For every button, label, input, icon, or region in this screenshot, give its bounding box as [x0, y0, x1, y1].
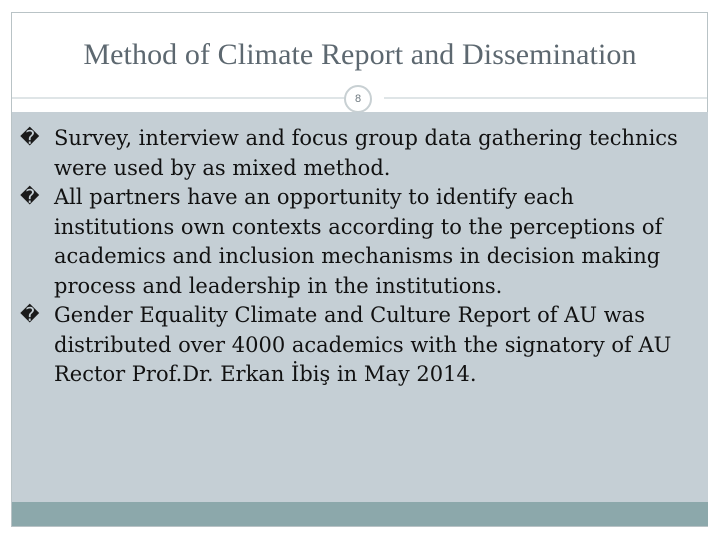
bullet-marker-icon: �: [20, 304, 40, 326]
bullet-marker-icon: �: [20, 186, 40, 208]
title-divider-right: [384, 97, 707, 99]
footer-bar: [12, 502, 708, 526]
bullet-item: [20, 183, 700, 301]
bullet-marker-icon: �: [20, 127, 40, 149]
bullet-text: Gender Equality Climate and Culture Report of AU was distributed over 4000 academics with the signatory of AU Rector Prof.Dr. Erkan İbiş in May 2014.: [54, 303, 672, 386]
bullet-text: Survey, interview and focus group data gathering technics were used by as mixed method.: [54, 126, 678, 180]
bullet-text: All partners have an opportunity to identify each institutions own contexts according to the perceptions of academics and inclusion mechanisms in decision making process and leadership in the institutions.: [54, 185, 663, 298]
bullet-item: [20, 301, 700, 390]
bullet-item: [20, 124, 700, 183]
bullet-list: [20, 124, 700, 390]
slide-title: Method of Climate Report and Dissemination: [83, 38, 637, 71]
title-divider-left: [12, 97, 354, 99]
page-number-badge: 8: [344, 85, 372, 113]
